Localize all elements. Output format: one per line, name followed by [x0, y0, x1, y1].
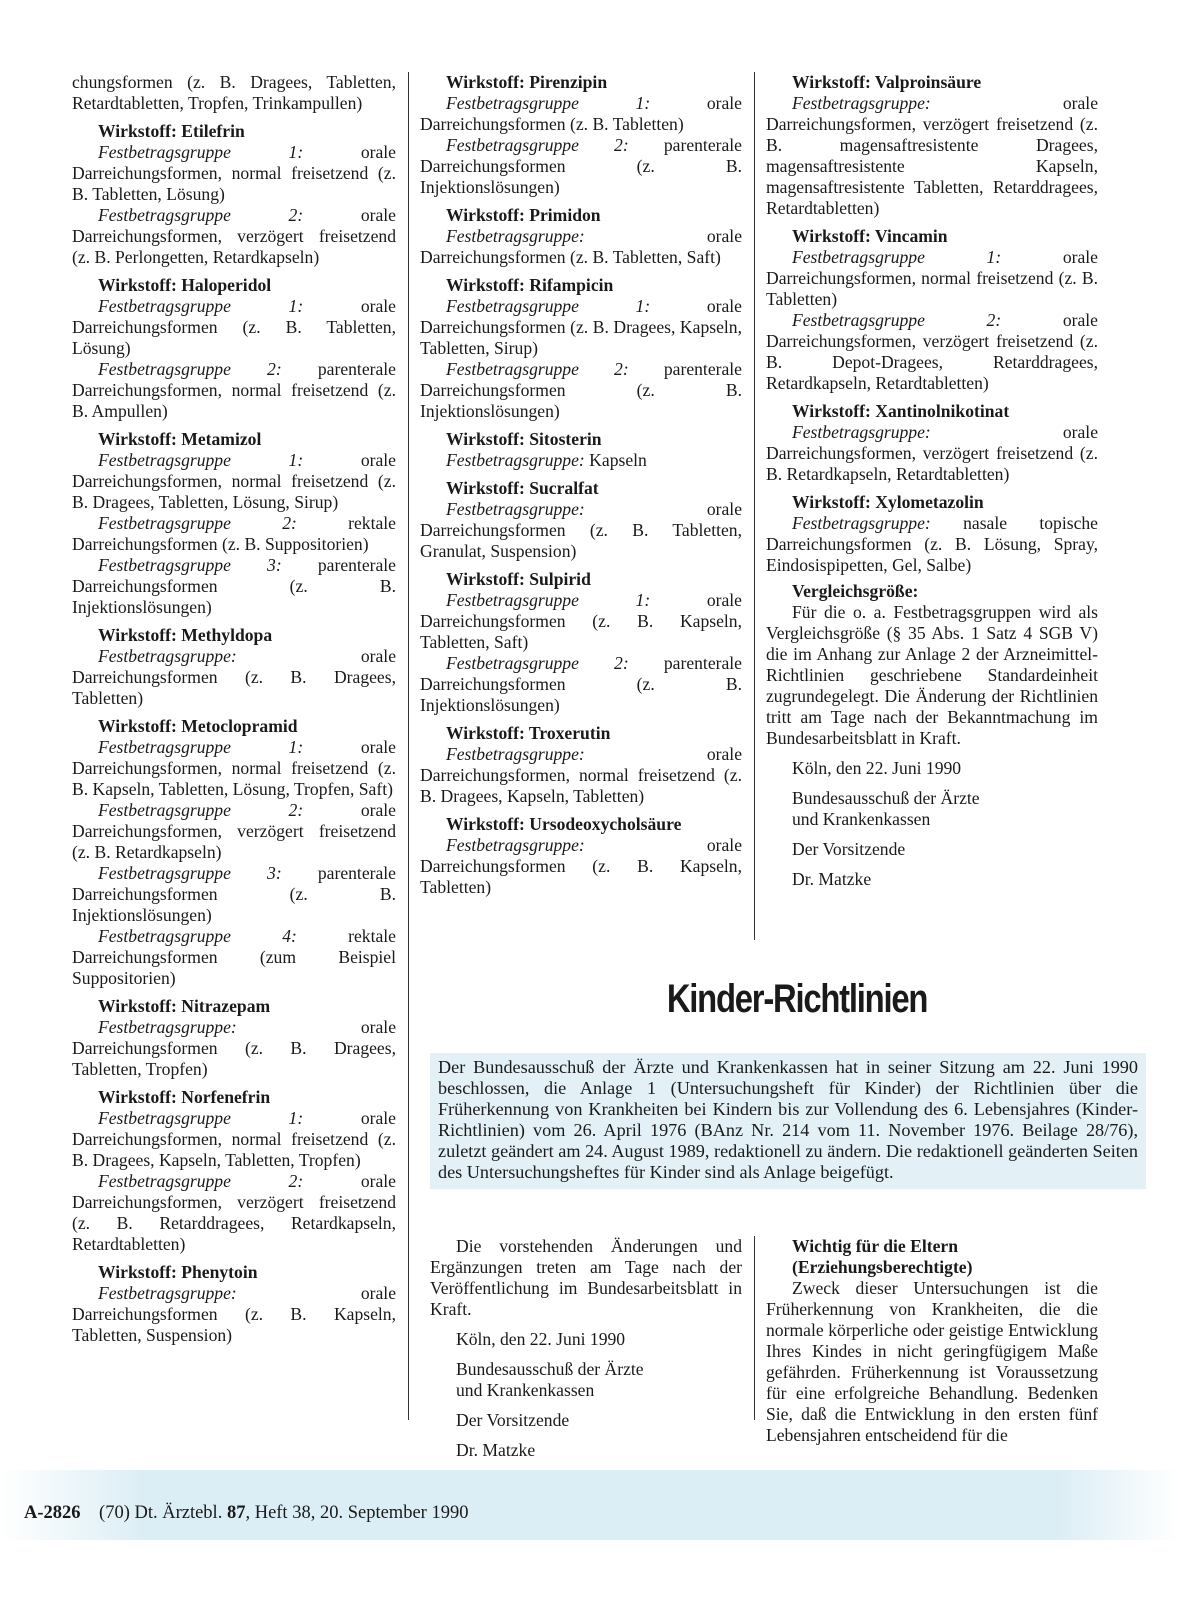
- festbetragsgruppe-text: orale Darreichungsformen (z. B. Dragees, Tabletten, Tropfen): [72, 1017, 396, 1079]
- festbetragsgruppe-label: Festbetragsgruppe:: [792, 513, 931, 533]
- festbetragsgruppe-label: Festbetragsgruppe:: [446, 499, 585, 519]
- festbetragsgruppe-entry: [72, 296, 396, 359]
- festbetragsgruppe-text: orale Darreichungsformen, normal freisetzend (z. B. Tabletten, Lösung): [72, 142, 396, 204]
- festbetragsgruppe-entry: [72, 926, 396, 989]
- intro-paragraph: Der Bundesausschuß der Ärzte und Krankenkassen hat in seiner Sitzung am 22. Juni 1990 beschlossen, die Anlage 1 (Untersuchungsheft für Kinder) der Richtlinien über die Früherkennung von Krankheiten bei Kindern bis zur Vollendung des 6. Lebensjahres (Kinder-Richtlinien) vom 26. April 1976 (BAnz Nr. 214 vom 11. November 1976. Beilage 28/76), zuletzt geändert am 24. August 1989, redaktionell zu ändern. Die redaktionell geänderten Seiten des Untersuchungsheftes für Kinder sind als Anlage beigefügt.: [430, 1053, 1146, 1189]
- festbetragsgruppe-text: orale Darreichungsformen, verzögert freisetzend (z. B. Depot-Dragees, Retarddragees, Retardkapseln, Retardtabletten): [766, 310, 1098, 393]
- continuation-text: chungsformen (z. B. Dragees, Tabletten, Retardtabletten, Tropfen, Trinkampullen): [72, 72, 396, 113]
- festbetragsgruppe-label: Festbetragsgruppe:: [792, 422, 931, 442]
- festbetragsgruppe-entry: [420, 135, 742, 198]
- lower-signature-name: Dr. Matzke: [456, 1440, 536, 1460]
- festbetragsgruppe-text: parenterale Darreichungsformen, normal freisetzend (z. B. Ampullen): [72, 359, 396, 421]
- festbetragsgruppe-label: Festbetragsgruppe 2:: [446, 135, 629, 155]
- page-footer: [24, 1503, 468, 1524]
- festbetragsgruppe-label: Festbetragsgruppe 2:: [446, 653, 629, 673]
- festbetragsgruppe-text: rektale Darreichungsformen (zum Beispiel Suppositorien): [72, 926, 396, 988]
- festbetragsgruppe-label: Festbetragsgruppe 2:: [98, 359, 282, 379]
- festbetragsgruppe-entry: [72, 646, 396, 709]
- wirkstoff-heading: Wirkstoff: Etilefrin: [98, 121, 245, 141]
- wirkstoff-heading: Wirkstoff: Methyldopa: [98, 625, 273, 645]
- festbetragsgruppe-text: nasale topische Darreichungsformen (z. B. Lösung, Spray, Eindosispipetten, Gel, Salbe): [766, 513, 1098, 575]
- festbetragsgruppe-label: Festbetragsgruppe 2:: [98, 1171, 304, 1191]
- festbetragsgruppe-entry: [420, 590, 742, 653]
- festbetragsgruppe-text: orale Darreichungsformen, verzögert freisetzend (z. B. Retardkapseln): [72, 800, 396, 862]
- festbetragsgruppe-label: Festbetragsgruppe 1:: [98, 1108, 304, 1128]
- festbetragsgruppe-label: Festbetragsgruppe 1:: [98, 142, 304, 162]
- festbetragsgruppe-entry: [420, 744, 742, 807]
- festbetragsgruppe-text: parenterale Darreichungsformen (z. B. Injektionslösungen): [72, 555, 396, 617]
- wirkstoff-heading: Wirkstoff: Phenytoin: [98, 1262, 258, 1282]
- festbetragsgruppe-entry: [420, 499, 742, 562]
- festbetragsgruppe-label: Festbetragsgruppe:: [98, 646, 237, 666]
- festbetragsgruppe-entry: [72, 863, 396, 926]
- festbetragsgruppe-entry: [72, 737, 396, 800]
- festbetragsgruppe-label: Festbetragsgruppe 1:: [792, 247, 1002, 267]
- festbetragsgruppe-text: orale Darreichungsformen (z. B. Dragees, Tabletten): [72, 646, 396, 708]
- vergleich-text: Für die o. a. Festbetragsgruppen wird als Vergleichsgröße (§ 35 Abs. 1 Satz 4 SGB V) die im Anhang zur Anlage 2 der Arzneimittel-Richtlinien geschriebene Standardeinheit zugrundegelegt. Die Änderung der Richtlinien tritt am Tage nach der Bekanntmachung im Bundesarbeitsblatt in Kraft.: [766, 602, 1098, 748]
- festbetragsgruppe-text: orale Darreichungsformen, normal freisetzend (z. B. Dragees, Kapseln, Tabletten, Tropfen): [72, 1108, 396, 1170]
- festbetragsgruppe-entry: [420, 296, 742, 359]
- wirkstoff-heading: Wirkstoff: Vincamin: [792, 226, 948, 246]
- festbetragsgruppe-text: orale Darreichungsformen (z. B. Tabletten, Lösung): [72, 296, 396, 358]
- festbetragsgruppe-label: Festbetragsgruppe 1:: [98, 737, 304, 757]
- festbetragsgruppe-label: Festbetragsgruppe 2:: [98, 800, 304, 820]
- column-3: [766, 72, 1098, 890]
- festbetragsgruppe-text: orale Darreichungsformen, verzögert freisetzend (z. B. Retarddragees, Retardkapseln, Retardtabletten): [72, 1171, 396, 1254]
- festbetragsgruppe-label: Festbetragsgruppe:: [446, 835, 585, 855]
- festbetragsgruppe-label: Festbetragsgruppe:: [446, 744, 585, 764]
- wirkstoff-heading: Wirkstoff: Metamizol: [98, 429, 262, 449]
- vergleich-heading: Vergleichsgröße:: [792, 581, 919, 601]
- footer-issue: (70) Dt. Ärztebl.: [99, 1503, 223, 1523]
- festbetragsgruppe-entry: [420, 226, 742, 268]
- festbetragsgruppe-entry: [72, 1171, 396, 1255]
- festbetragsgruppe-entry: [420, 359, 742, 422]
- festbetragsgruppe-text: parenterale Darreichungsformen (z. B. Injektionslösungen): [72, 863, 396, 925]
- column-1: [72, 72, 396, 1346]
- wirkstoff-heading: Wirkstoff: Nitrazepam: [98, 996, 271, 1016]
- festbetragsgruppe-entry: [420, 93, 742, 135]
- festbetragsgruppe-label: Festbetragsgruppe 2:: [446, 359, 629, 379]
- festbetragsgruppe-entry: [766, 310, 1098, 394]
- festbetragsgruppe-label: Festbetragsgruppe 1:: [98, 450, 304, 470]
- festbetragsgruppe-text: orale Darreichungsformen (z. B. Kapseln, Tabletten): [420, 835, 742, 897]
- festbetragsgruppe-entry: [72, 555, 396, 618]
- lower-left-text: Die vorstehenden Änderungen und Ergänzungen treten am Tage nach der Veröffentlichung im Bundesarbeitsblatt in Kraft.: [430, 1236, 742, 1319]
- article-title: Kinder-Richtlinien: [666, 977, 928, 1021]
- parents-subheading: (Erziehungsberechtigte): [792, 1257, 973, 1277]
- lower-left-column: [430, 1236, 742, 1461]
- footer-page-number: A-2826: [24, 1503, 81, 1523]
- festbetragsgruppe-text: rektale Darreichungsformen (z. B. Suppositorien): [72, 513, 396, 554]
- festbetragsgruppe-entry: [72, 1017, 396, 1080]
- festbetragsgruppe-text: orale Darreichungsformen, normal freisetzend (z. B. Dragees, Kapseln, Tabletten): [420, 744, 742, 806]
- festbetragsgruppe-label: Festbetragsgruppe 1:: [446, 590, 651, 610]
- parents-heading: Wichtig für die Eltern: [792, 1236, 958, 1256]
- wirkstoff-heading: Wirkstoff: Primidon: [446, 205, 601, 225]
- wirkstoff-heading: Wirkstoff: Metoclopramid: [98, 716, 298, 736]
- lower-signature-date: Köln, den 22. Juni 1990: [456, 1329, 626, 1349]
- festbetragsgruppe-label: Festbetragsgruppe 1:: [446, 296, 651, 316]
- lower-right-column: [766, 1236, 1098, 1446]
- festbetragsgruppe-text: orale Darreichungsformen, normal freisetzend (z. B. Tabletten): [766, 247, 1098, 309]
- festbetragsgruppe-label: Festbetragsgruppe:: [446, 450, 585, 470]
- signature-date: Köln, den 22. Juni 1990: [792, 758, 962, 778]
- festbetragsgruppe-label: Festbetragsgruppe:: [792, 93, 931, 113]
- festbetragsgruppe-entry: [72, 1108, 396, 1171]
- festbetragsgruppe-entry: [420, 653, 742, 716]
- signature-org-line2: und Krankenkassen: [792, 809, 931, 829]
- festbetragsgruppe-entry: [72, 800, 396, 863]
- col1-entries: [72, 121, 396, 1346]
- wirkstoff-heading: Wirkstoff: Valproinsäure: [792, 72, 982, 92]
- festbetragsgruppe-text: Kapseln: [584, 450, 647, 470]
- festbetragsgruppe-text: orale Darreichungsformen, verzögert freisetzend (z. B. magensaftresistente Dragees, magensaftresistente Kapseln, magensaftresistente Tabletten, Retarddragees, Retardtabletten): [766, 93, 1098, 218]
- festbetragsgruppe-label: Festbetragsgruppe 2:: [98, 513, 297, 533]
- festbetragsgruppe-label: Festbetragsgruppe:: [98, 1017, 237, 1037]
- lower-signature-role: Der Vorsitzende: [456, 1410, 570, 1430]
- wirkstoff-heading: Wirkstoff: Ursodeoxycholsäure: [446, 814, 682, 834]
- footer-volume: 87: [226, 1503, 246, 1523]
- column-rule-3: [754, 1236, 755, 1420]
- festbetragsgruppe-label: Festbetragsgruppe 2:: [792, 310, 1002, 330]
- festbetragsgruppe-text: parenterale Darreichungsformen (z. B. Injektionslösungen): [420, 359, 742, 421]
- wirkstoff-heading: Wirkstoff: Norfenefrin: [98, 1087, 271, 1107]
- wirkstoff-heading: Wirkstoff: Rifampicin: [446, 275, 614, 295]
- column-rule-2: [754, 72, 755, 940]
- signature-name: Dr. Matzke: [792, 869, 872, 889]
- festbetragsgruppe-label: Festbetragsgruppe:: [98, 1283, 237, 1303]
- parents-text: Zweck dieser Untersuchungen ist die Früherkennung von Krankheiten, die die normale körperliche oder geistige Entwicklung Ihres Kindes in nicht geringfügigem Maße gefährden. Früherkennung ist Voraussetzung für eine erfolgreiche Behandlung. Bedenken Sie, daß die Entwicklung in den ersten fünf Lebensjahren entscheidend für die: [766, 1278, 1098, 1445]
- festbetragsgruppe-text: parenterale Darreichungsformen (z. B. Injektionslösungen): [420, 135, 742, 197]
- signature-org-line1: Bundesausschuß der Ärzte: [792, 788, 980, 808]
- festbetragsgruppe-entry: [72, 205, 396, 268]
- festbetragsgruppe-entry: [72, 1283, 396, 1346]
- festbetragsgruppe-text: orale Darreichungsformen (z. B. Kapseln, Tabletten, Saft): [420, 590, 742, 652]
- wirkstoff-heading: Wirkstoff: Troxerutin: [446, 723, 611, 743]
- festbetragsgruppe-text: orale Darreichungsformen (z. B. Tabletten): [420, 93, 742, 134]
- festbetragsgruppe-entry: [72, 142, 396, 205]
- wirkstoff-heading: Wirkstoff: Sucralfat: [446, 478, 599, 498]
- festbetragsgruppe-entry: [766, 247, 1098, 310]
- festbetragsgruppe-label: Festbetragsgruppe 2:: [98, 205, 304, 225]
- festbetragsgruppe-entry: [72, 513, 396, 555]
- festbetragsgruppe-text: orale Darreichungsformen (z. B. Kapseln, Tabletten, Suspension): [72, 1283, 396, 1345]
- festbetragsgruppe-entry: [72, 450, 396, 513]
- wirkstoff-heading: Wirkstoff: Sulpirid: [446, 569, 591, 589]
- col3-entries: [766, 72, 1098, 576]
- festbetragsgruppe-label: Festbetragsgruppe 3:: [98, 863, 282, 883]
- festbetragsgruppe-text: orale Darreichungsformen, normal freisetzend (z. B. Dragees, Tabletten, Lösung, Sirup): [72, 450, 396, 512]
- festbetragsgruppe-text: orale Darreichungsformen, verzögert freisetzend (z. B. Perlongetten, Retardkapseln): [72, 205, 396, 267]
- festbetragsgruppe-label: Festbetragsgruppe 4:: [98, 926, 297, 946]
- festbetragsgruppe-entry: [766, 422, 1098, 485]
- festbetragsgruppe-text: orale Darreichungsformen (z. B. Tabletten, Saft): [420, 226, 742, 267]
- festbetragsgruppe-entry: [766, 513, 1098, 576]
- festbetragsgruppe-entry: [420, 835, 742, 898]
- festbetragsgruppe-label: Festbetragsgruppe:: [446, 226, 585, 246]
- wirkstoff-heading: Wirkstoff: Haloperidol: [98, 275, 272, 295]
- festbetragsgruppe-entry: [420, 450, 742, 471]
- festbetragsgruppe-label: Festbetragsgruppe 1:: [98, 296, 304, 316]
- festbetragsgruppe-text: parenterale Darreichungsformen (z. B. Injektionslösungen): [420, 653, 742, 715]
- signature-role: Der Vorsitzende: [792, 839, 906, 859]
- column-2: [420, 72, 742, 898]
- wirkstoff-heading: Wirkstoff: Sitosterin: [446, 429, 602, 449]
- festbetragsgruppe-text: orale Darreichungsformen (z. B. Tabletten, Granulat, Suspension): [420, 499, 742, 561]
- festbetragsgruppe-text: orale Darreichungsformen, normal freisetzend (z. B. Kapseln, Tabletten, Lösung, Tropfen, Saft): [72, 737, 396, 799]
- wirkstoff-heading: Wirkstoff: Xylometazolin: [792, 492, 984, 512]
- col2-entries: [420, 72, 742, 898]
- column-rule-1: [408, 72, 409, 1420]
- festbetragsgruppe-label: Festbetragsgruppe 1:: [446, 93, 651, 113]
- festbetragsgruppe-text: orale Darreichungsformen (z. B. Dragees, Kapseln, Tabletten, Sirup): [420, 296, 742, 358]
- festbetragsgruppe-entry: [766, 93, 1098, 219]
- festbetragsgruppe-text: orale Darreichungsformen, verzögert freisetzend (z. B. Retardkapseln, Retardtabletten): [766, 422, 1098, 484]
- lower-signature-org-line1: Bundesausschuß der Ärzte: [456, 1359, 644, 1379]
- festbetragsgruppe-label: Festbetragsgruppe 3:: [98, 555, 282, 575]
- lower-signature-org-line2: und Krankenkassen: [456, 1380, 595, 1400]
- wirkstoff-heading: Wirkstoff: Xantinolnikotinat: [792, 401, 1010, 421]
- wirkstoff-heading: Wirkstoff: Pirenzipin: [446, 72, 608, 92]
- festbetragsgruppe-entry: [72, 359, 396, 422]
- footer-date: , Heft 38, 20. September 1990: [245, 1503, 469, 1523]
